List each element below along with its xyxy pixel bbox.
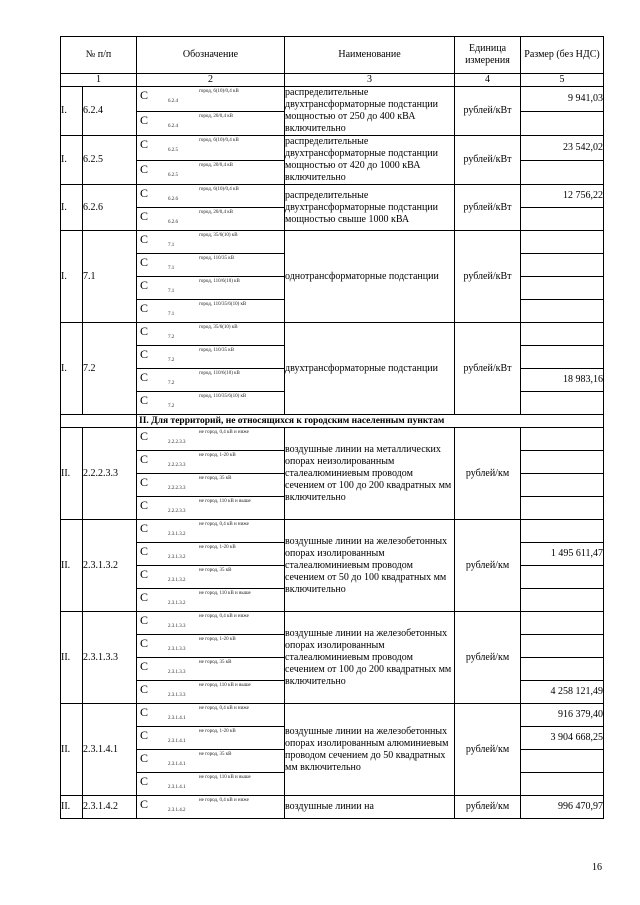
item-code: 2.3.1.3.2 (83, 520, 137, 612)
item-size (521, 111, 604, 136)
designation-subscript: 2.3.1.4.1 (168, 785, 186, 790)
header-designation: Обозначение (137, 37, 285, 74)
designation-symbol: С (140, 475, 149, 489)
item-code: 2.2.2.3.3 (83, 428, 137, 520)
designation-subscript: 7.2 (168, 404, 175, 409)
designation-cell (137, 566, 285, 589)
item-size: 12 756,22 (521, 185, 604, 208)
item-size (521, 323, 604, 346)
tariff-table (60, 36, 604, 819)
designation-cell (137, 428, 285, 451)
designation-subscript: 6.2.6 (168, 197, 178, 202)
designation-symbol: С (140, 498, 149, 512)
designation-symbol: С (140, 636, 149, 650)
designation-cell (137, 612, 285, 635)
section-number: I. (61, 87, 83, 136)
header-row (61, 37, 604, 74)
item-size (521, 566, 604, 589)
item-name: воздушные линии на металлических опорах неизолированным сталеалюминиевым проводом сечением от 100 до 200 квадратных мм включительно (285, 428, 455, 520)
designation-voltage: не город, 1-20 кВ (199, 453, 236, 458)
designation-subscript: 6.2.5 (168, 172, 178, 178)
item-name: воздушные линии на (285, 796, 455, 819)
item-code: 7.1 (83, 231, 137, 323)
designation-voltage: не город, 0,4 кВ и ниже (199, 614, 249, 619)
item-unit: рублей/км (455, 704, 521, 796)
item-size: 23 542,02 (521, 136, 604, 161)
item-size: 1 495 611,47 (521, 543, 604, 566)
item-name: распределительные двухтрансформаторные подстанции мощностью от 420 до 1000 кВА включительно (285, 136, 455, 185)
table-row (61, 796, 604, 819)
designation-symbol: С (140, 301, 149, 315)
designation-voltage: город, 35/6(10) кВ (199, 233, 238, 238)
item-size (521, 254, 604, 277)
designation-cell (137, 658, 285, 681)
item-unit: рублей/кВт (455, 136, 521, 185)
designation-subscript: 6.2.5 (168, 148, 178, 153)
designation-symbol: С (140, 88, 149, 102)
designation-cell (137, 160, 285, 185)
table-row (61, 185, 604, 208)
designation-cell (137, 451, 285, 474)
table-row (61, 428, 604, 451)
designation-subscript: 7.1 (168, 289, 175, 294)
table-row (61, 612, 604, 635)
item-size (521, 451, 604, 474)
designation-voltage: город, 20/0,4 кВ (199, 210, 233, 215)
table-row (61, 323, 604, 346)
designation-cell (137, 300, 285, 323)
item-code: 2.3.1.3.3 (83, 612, 137, 704)
designation-symbol: С (140, 452, 149, 466)
item-code: 6.2.5 (83, 136, 137, 185)
section-number: I. (61, 323, 83, 415)
designation-cell (137, 231, 285, 254)
item-size (521, 612, 604, 635)
designation-symbol: С (140, 521, 149, 535)
designation-cell (137, 497, 285, 520)
designation-cell (137, 346, 285, 369)
designation-voltage: город, 35/6(10) кВ (199, 325, 238, 330)
item-code: 7.2 (83, 323, 137, 415)
section-number: I. (61, 185, 83, 231)
designation-subscript: 7.1 (168, 243, 175, 248)
section-number: II. (61, 796, 83, 819)
designation-subscript: 2.2.2.3.3 (168, 509, 186, 514)
designation-voltage: город, 6(10)/0,4 кВ (199, 187, 239, 192)
item-size (521, 658, 604, 681)
designation-symbol: С (140, 232, 149, 246)
designation-cell (137, 111, 285, 136)
designation-voltage: город, 6(10)/0,4 кВ (199, 89, 239, 94)
item-name: однотрансформаторные подстанции (285, 231, 455, 323)
designation-subscript: 2.3.1.3.2 (168, 555, 186, 560)
header-name: Наименование (285, 37, 455, 74)
designation-voltage: не город, 110 кВ и выше (199, 499, 251, 504)
item-size (521, 497, 604, 520)
designation-cell (137, 750, 285, 773)
designation-voltage: не город, 0,4 кВ и ниже (199, 522, 249, 527)
section-banner: II. Для территорий, не относящихся к городским населенным пунктам (137, 415, 604, 428)
designation-subscript: 2.3.1.3.2 (168, 532, 186, 537)
designation-voltage: город, 110/6(10) кВ (199, 371, 240, 376)
designation-symbol: С (140, 112, 149, 127)
designation-cell (137, 727, 285, 750)
designation-symbol: С (140, 186, 149, 200)
item-size (521, 346, 604, 369)
designation-symbol: С (140, 255, 149, 269)
designation-cell (137, 392, 285, 415)
designation-voltage: город, 6(10)/0,4 кВ (199, 138, 239, 143)
designation-subscript: 2.3.1.3.3 (168, 647, 186, 652)
designation-voltage: не город, 35 кВ (199, 568, 232, 573)
designation-subscript: 2.3.1.3.3 (168, 624, 186, 629)
designation-symbol: С (140, 209, 149, 223)
item-unit: рублей/км (455, 428, 521, 520)
designation-voltage: город, 110/35 кВ (199, 348, 235, 353)
designation-symbol: С (140, 659, 149, 673)
designation-cell (137, 474, 285, 497)
designation-cell (137, 796, 285, 819)
page-number: 16 (592, 862, 602, 873)
designation-subscript: 2.2.2.3.3 (168, 463, 186, 468)
item-size (521, 474, 604, 497)
designation-voltage: не город, 0,4 кВ и ниже (199, 798, 249, 803)
section-number: II. (61, 520, 83, 612)
designation-voltage: город, 20/0,4 кВ (199, 162, 233, 168)
designation-voltage: не город, 110 кВ и выше (199, 591, 251, 596)
designation-subscript: 2.2.2.3.3 (168, 486, 186, 491)
item-name: воздушные линии на железобетонных опорах изолированным сталеалюминиевым проводом сечением от 100 до 200 квадратных мм включительно (285, 612, 455, 704)
designation-cell (137, 323, 285, 346)
item-size: 916 379,40 (521, 704, 604, 727)
designation-subscript: 2.3.1.4.1 (168, 762, 186, 767)
designation-subscript: 6.2.6 (168, 220, 178, 225)
item-size: 9 941,03 (521, 87, 604, 112)
item-size (521, 392, 604, 415)
item-name: двухтрансформаторные подстанции (285, 323, 455, 415)
header-unit: Единица измерения (455, 37, 521, 74)
designation-cell (137, 185, 285, 208)
designation-cell (137, 589, 285, 612)
section-banner-row (61, 415, 604, 428)
table-row (61, 136, 604, 161)
designation-symbol: С (140, 370, 149, 384)
designation-subscript: 2.3.1.3.2 (168, 578, 186, 583)
designation-symbol: С (140, 590, 149, 604)
section-number: I. (61, 136, 83, 185)
designation-voltage: не город, 1-20 кВ (199, 545, 236, 550)
table-row (61, 520, 604, 543)
item-size: 18 983,16 (521, 369, 604, 392)
designation-cell (137, 704, 285, 727)
item-code: 6.2.6 (83, 185, 137, 231)
column-number-4: 4 (455, 74, 521, 87)
item-unit: рублей/кВт (455, 185, 521, 231)
designation-cell (137, 136, 285, 161)
designation-symbol: С (140, 705, 149, 719)
item-name: распределительные двухтрансформаторные подстанции мощностью от 250 до 400 кВА включительно (285, 87, 455, 136)
item-name: воздушные линии на железобетонных опорах изолированным алюминиевым проводом сечением до 50 квадратных мм включительно (285, 704, 455, 796)
designation-symbol: С (140, 161, 149, 176)
designation-voltage: город, 110/35/6(10) кВ (199, 394, 247, 399)
designation-symbol: С (140, 347, 149, 361)
section-number: II. (61, 428, 83, 520)
designation-subscript: 6.2.4 (168, 99, 178, 104)
header-number: № п/п (61, 37, 137, 74)
designation-subscript: 2.3.1.3.3 (168, 693, 186, 698)
table-row (61, 704, 604, 727)
designation-symbol: С (140, 278, 149, 292)
designation-subscript: 6.2.4 (168, 123, 178, 129)
designation-symbol: С (140, 728, 149, 742)
header-size: Размер (без НДС) (521, 37, 604, 74)
designation-voltage: не город, 110 кВ и выше (199, 775, 251, 780)
item-size (521, 160, 604, 185)
designation-subscript: 7.2 (168, 335, 175, 340)
designation-cell (137, 369, 285, 392)
designation-voltage: город, 20/0,4 кВ (199, 113, 233, 119)
section-number: II. (61, 612, 83, 704)
designation-subscript: 2.3.1.4.1 (168, 739, 186, 744)
designation-voltage: не город, 0,4 кВ и ниже (199, 430, 249, 435)
designation-subscript: 7.1 (168, 312, 175, 317)
item-size (521, 520, 604, 543)
designation-symbol: С (140, 774, 149, 788)
item-size (521, 773, 604, 796)
designation-symbol: С (140, 682, 149, 696)
item-size (521, 750, 604, 773)
item-size (521, 635, 604, 658)
designation-cell (137, 208, 285, 231)
designation-subscript: 2.3.1.3.2 (168, 601, 186, 606)
item-size (521, 208, 604, 231)
designation-cell (137, 87, 285, 112)
item-size (521, 428, 604, 451)
item-size: 996 470,97 (521, 796, 604, 819)
designation-subscript: 2.3.1.4.1 (168, 716, 186, 721)
designation-subscript: 2.3.1.4.2 (168, 808, 186, 813)
designation-voltage: не город, 35 кВ (199, 752, 232, 757)
item-unit: рублей/кВт (455, 231, 521, 323)
designation-voltage: не город, 35 кВ (199, 660, 232, 665)
designation-cell (137, 277, 285, 300)
designation-symbol: С (140, 613, 149, 627)
item-size (521, 589, 604, 612)
item-unit: рублей/км (455, 520, 521, 612)
section-banner-empty (61, 415, 137, 428)
designation-voltage: не город, 0,4 кВ и ниже (199, 706, 249, 711)
designation-symbol: С (140, 544, 149, 558)
item-unit: рублей/км (455, 796, 521, 819)
designation-voltage: город, 110/6(10) кВ (199, 279, 240, 284)
item-unit: рублей/кВт (455, 87, 521, 136)
designation-symbol: С (140, 137, 149, 151)
designation-cell (137, 681, 285, 704)
item-unit: рублей/кВт (455, 323, 521, 415)
table-row (61, 87, 604, 112)
designation-voltage: не город, 35 кВ (199, 476, 232, 481)
designation-cell (137, 543, 285, 566)
designation-cell (137, 773, 285, 796)
item-size (521, 300, 604, 323)
designation-voltage: не город, 110 кВ и выше (199, 683, 251, 688)
item-size (521, 277, 604, 300)
column-number-2: 2 (137, 74, 285, 87)
designation-symbol: С (140, 393, 149, 407)
item-code: 6.2.4 (83, 87, 137, 136)
designation-cell (137, 520, 285, 543)
item-code: 2.3.1.4.1 (83, 704, 137, 796)
section-number: I. (61, 231, 83, 323)
designation-symbol: С (140, 429, 149, 443)
designation-symbol: С (140, 567, 149, 581)
designation-voltage: не город, 1-20 кВ (199, 729, 236, 734)
designation-cell (137, 254, 285, 277)
designation-subscript: 2.3.1.3.3 (168, 670, 186, 675)
designation-symbol: С (140, 324, 149, 338)
item-code: 2.3.1.4.2 (83, 796, 137, 819)
item-name: воздушные линии на железобетонных опорах изолированным сталеалюминиевым проводом сечением от 50 до 100 квадратных мм включительно (285, 520, 455, 612)
designation-voltage: город, 110/35 кВ (199, 256, 235, 261)
section-number: II. (61, 704, 83, 796)
designation-subscript: 7.2 (168, 358, 175, 363)
designation-subscript: 7.2 (168, 381, 175, 386)
table-row (61, 231, 604, 254)
designation-subscript: 2.2.2.3.3 (168, 440, 186, 445)
column-number-1: 1 (61, 74, 137, 87)
designation-cell (137, 635, 285, 658)
designation-symbol: С (140, 797, 149, 811)
column-number-3: 3 (285, 74, 455, 87)
designation-voltage: город, 110/35/6(10) кВ (199, 302, 247, 307)
item-size: 4 258 121,49 (521, 681, 604, 704)
designation-voltage: не город, 1-20 кВ (199, 637, 236, 642)
item-size (521, 231, 604, 254)
column-number-row (61, 74, 604, 87)
designation-subscript: 7.1 (168, 266, 175, 271)
item-name: распределительные двухтрансформаторные подстанции мощностью свыше 1000 кВА (285, 185, 455, 231)
item-unit: рублей/км (455, 612, 521, 704)
column-number-5: 5 (521, 74, 604, 87)
designation-symbol: С (140, 751, 149, 765)
item-size: 3 904 668,25 (521, 727, 604, 750)
